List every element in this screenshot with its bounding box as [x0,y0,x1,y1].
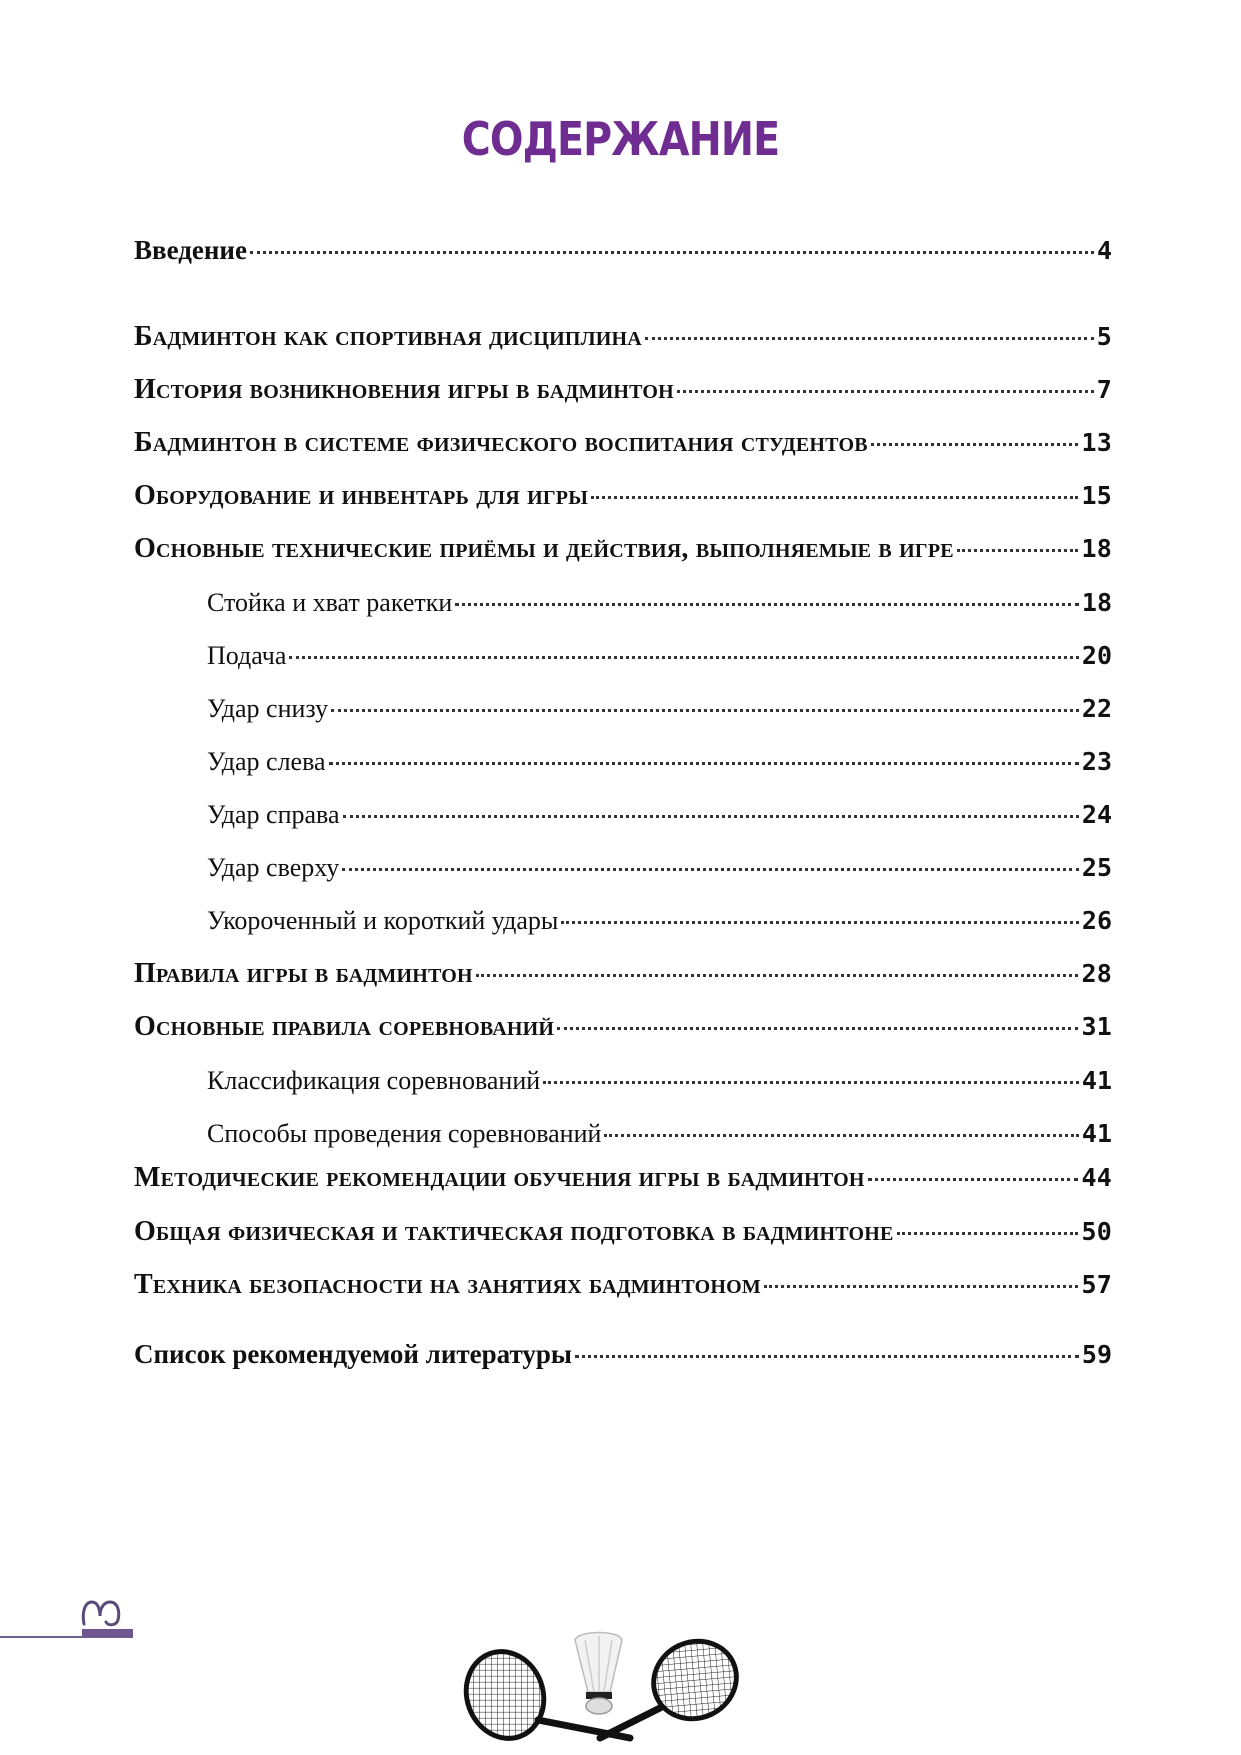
leader-dots [575,1355,1079,1358]
toc-entry-chapter[interactable] [134,423,1112,463]
toc-entry-label: Бадминтон в системе физического воспитания студентов [134,427,868,458]
page-title: СОДЕРЖАНИЕ [461,112,780,166]
page-number-icon [80,1596,124,1630]
toc-page-number: 24 [1081,800,1112,829]
toc-page-number: 20 [1081,641,1112,670]
leader-dots [645,337,1094,340]
leader-dots [957,549,1079,552]
toc-page-number: 15 [1081,481,1112,510]
leader-dots [455,603,1079,606]
toc-entry-subsection[interactable] [207,1061,1112,1101]
toc-entry-subsection[interactable] [207,689,1112,729]
toc-entry-chapter[interactable] [134,317,1112,357]
toc-entry-label: Удар сверху [207,853,340,882]
toc-entry-label: История возникновения игры в бадминтон [134,374,674,405]
toc-entry-subsection[interactable] [207,636,1112,676]
toc-entry-chapter[interactable] [134,476,1112,516]
toc-entry-chapter[interactable] [134,1265,1112,1305]
toc-entry-label: Основные технические приёмы и действия, выполняемые в игре [134,533,954,564]
toc-page-number: 50 [1081,1217,1112,1246]
toc-entry-chapter[interactable] [134,1158,1112,1198]
toc-entry-label: Удар слева [207,747,326,776]
leader-dots [868,1178,1079,1181]
leader-dots [250,251,1094,254]
toc-entry-chapter[interactable] [134,1007,1112,1047]
leader-dots [591,496,1078,499]
toc-page-number: 41 [1081,1066,1112,1095]
toc-entry-label: Введение [134,235,247,265]
toc-page-number: 18 [1081,588,1112,617]
leader-dots [289,656,1079,659]
leader-dots [329,762,1079,765]
toc-entry-subsection[interactable] [207,795,1112,835]
toc-page-number: 26 [1081,906,1112,935]
toc-entry-chapter[interactable] [134,370,1112,410]
toc-entry-label: Правила игры в бадминтон [134,958,473,989]
toc-page-number: 5 [1096,322,1112,351]
toc-page-number: 44 [1081,1163,1112,1192]
toc-entry-chapter[interactable] [134,1212,1112,1252]
leader-dots [342,868,1079,871]
toc-entry-label: Способы проведения соревнований [207,1119,602,1148]
toc-page-number: 13 [1081,428,1112,457]
toc-entry-subsection[interactable] [207,901,1112,941]
toc-entry-label: Техника безопасности на занятиях бадминтоном [134,1269,761,1300]
toc-page-number: 25 [1081,853,1112,882]
toc-entry-label: Удар снизу [207,694,329,723]
toc-entry-label: Подача [207,641,287,670]
badminton-rackets-shuttlecock-icon [460,1620,780,1750]
leader-dots [764,1285,1079,1288]
toc-entry-label: Бадминтон как спортивная дисциплина [134,321,642,352]
toc-entry-label: Удар справа [207,800,340,829]
toc-entry-chapter[interactable] [134,954,1112,994]
toc-entry-label: Общая физическая и тактическая подготовка в бадминтоне [134,1216,894,1247]
toc-entry-label: Классификация соревнований [207,1066,541,1095]
page-number-glyph [80,1596,124,1630]
toc-page-number: 41 [1081,1119,1112,1148]
toc-page-number: 22 [1081,694,1112,723]
toc-entry-subsection[interactable] [207,583,1112,623]
toc-page-number: 4 [1096,236,1112,265]
toc-entry-label: Основные правила соревнований [134,1011,555,1042]
toc-entry-introduction[interactable] [134,230,1112,270]
toc-page-number: 59 [1081,1340,1112,1369]
toc-entry-subsection[interactable] [207,1114,1112,1154]
leader-dots [543,1081,1079,1084]
footer-accent-bar [82,1629,133,1637]
toc-entry-subsection[interactable] [207,848,1112,888]
leader-dots [331,709,1079,712]
toc-page-number: 31 [1081,1012,1112,1041]
leader-dots [604,1134,1078,1137]
leader-dots [343,815,1079,818]
toc-page-number: 18 [1081,534,1112,563]
toc-entry-subsection[interactable] [207,742,1112,782]
toc-entry-label: Список рекомендуемой литературы [134,1339,572,1369]
toc-entry-bibliography[interactable] [134,1334,1112,1374]
toc-entry-chapter[interactable] [134,529,1112,569]
toc-entry-label: Методические рекомендации обучения игры в бадминтон [134,1162,865,1193]
toc-page-number: 28 [1081,959,1112,988]
toc-page-number: 23 [1081,747,1112,776]
leader-dots [897,1232,1079,1235]
toc-entry-label: Укороченный и короткий удары [207,906,559,935]
leader-dots [561,921,1078,924]
leader-dots [871,443,1079,446]
leader-dots [677,390,1094,393]
badminton-illustration [460,1620,780,1750]
toc-page-number: 57 [1081,1270,1112,1299]
toc-entry-label: Стойка и хват ракетки [207,588,453,617]
leader-dots [557,1027,1078,1030]
toc-entry-label: Оборудование и инвентарь для игры [134,480,589,511]
leader-dots [476,974,1079,977]
toc-page-number: 7 [1096,375,1112,404]
